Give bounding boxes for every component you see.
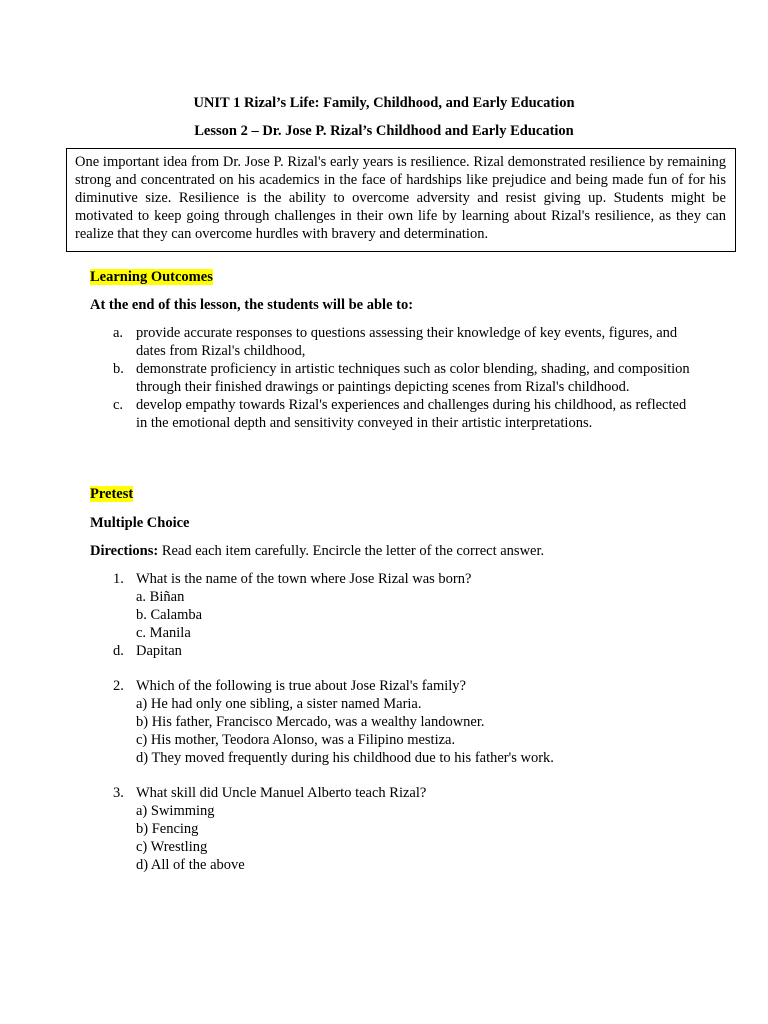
answer-option: b) Fencing <box>136 821 199 837</box>
list-item-text: provide accurate responses to questions assessing their knowledge of key events, figures, and dates from Rizal's childhood, <box>136 325 678 359</box>
answer-option: a) He had only one sibling, a sister named Maria. <box>136 696 422 712</box>
answer-option: c. Manila <box>136 625 191 641</box>
answer-option: d) All of the above <box>136 857 245 873</box>
learning-outcomes-list <box>90 324 690 432</box>
pretest-label: Pretest <box>90 486 134 502</box>
question-line <box>90 677 690 695</box>
question-1 <box>90 570 690 660</box>
answer-option: c) His mother, Teodora Alonso, was a Filipino mestiza. <box>136 732 456 748</box>
unit-title: UNIT 1 Rizal’s Life: Family, Childhood, and Early Education <box>193 95 575 111</box>
question-2 <box>90 677 690 767</box>
question-number: 3. <box>113 785 124 801</box>
list-item <box>90 324 690 360</box>
question-text: What skill did Uncle Manuel Alberto teach Rizal? <box>136 785 427 801</box>
directions <box>90 542 544 560</box>
question-line <box>90 784 690 802</box>
list-item-text: demonstrate proficiency in artistic techniques such as color blending, shading, and composition through their finished drawings or paintings depicting scenes from Rizal's childhood. <box>136 361 690 395</box>
answer-option: c) Wrestling <box>136 839 208 855</box>
list-item-text: develop empathy towards Rizal's experiences and challenges during his childhood, as reflected in the emotional depth and sensitivity conveyed in their artistic interpretations. <box>136 397 687 431</box>
learning-outcomes-intro: At the end of this lesson, the students will be able to: <box>90 297 414 313</box>
lesson-title: Lesson 2 – Dr. Jose P. Rizal’s Childhood and Early Education <box>194 123 574 139</box>
answer-option: b) His father, Francisco Mercado, was a wealthy landowner. <box>136 714 485 730</box>
list-marker: c. <box>113 397 124 413</box>
question-3 <box>90 784 690 874</box>
question-number: 1. <box>113 571 124 587</box>
directions-text: Read each item carefully. Encircle the letter of the correct answer. <box>158 543 545 559</box>
learning-outcomes-heading <box>90 268 213 286</box>
learning-outcomes-label: Learning Outcomes <box>90 269 213 285</box>
option-text: Dapitan <box>136 643 182 659</box>
answer-option: a. Biñan <box>136 589 185 605</box>
question-text: Which of the following is true about Jose Rizal's family? <box>136 678 466 694</box>
option-marker: d. <box>113 643 124 659</box>
list-item <box>90 396 690 432</box>
list-item <box>90 360 690 396</box>
question-number: 2. <box>113 678 124 694</box>
intro-text: One important idea from Dr. Jose P. Rizal's early years is resilience. Rizal demonstrated resilience by remaining strong and concentrated on his academics in the face of hardships like prejudice and being made fun of for his diminutive size. Resilience is the ability to overcome adversity and resist giving up. Students might be motivated to keep going through challenges in their own life by learning about Rizal's resilience, as they can realize that they can overcome hurdles with bravery and determination. <box>75 154 726 242</box>
answer-option: b. Calamba <box>136 607 203 623</box>
pretest-heading <box>90 485 133 503</box>
multiple-choice-title: Multiple Choice <box>90 515 190 531</box>
answer-option <box>90 642 690 660</box>
question-line <box>90 570 690 588</box>
list-marker: a. <box>113 325 124 341</box>
question-text: What is the name of the town where Jose Rizal was born? <box>136 571 472 587</box>
answer-option: a) Swimming <box>136 803 215 819</box>
list-marker: b. <box>113 361 124 377</box>
intro-box <box>66 148 736 252</box>
directions-label: Directions: <box>90 543 159 559</box>
answer-option: d) They moved frequently during his childhood due to his father's work. <box>136 750 554 766</box>
